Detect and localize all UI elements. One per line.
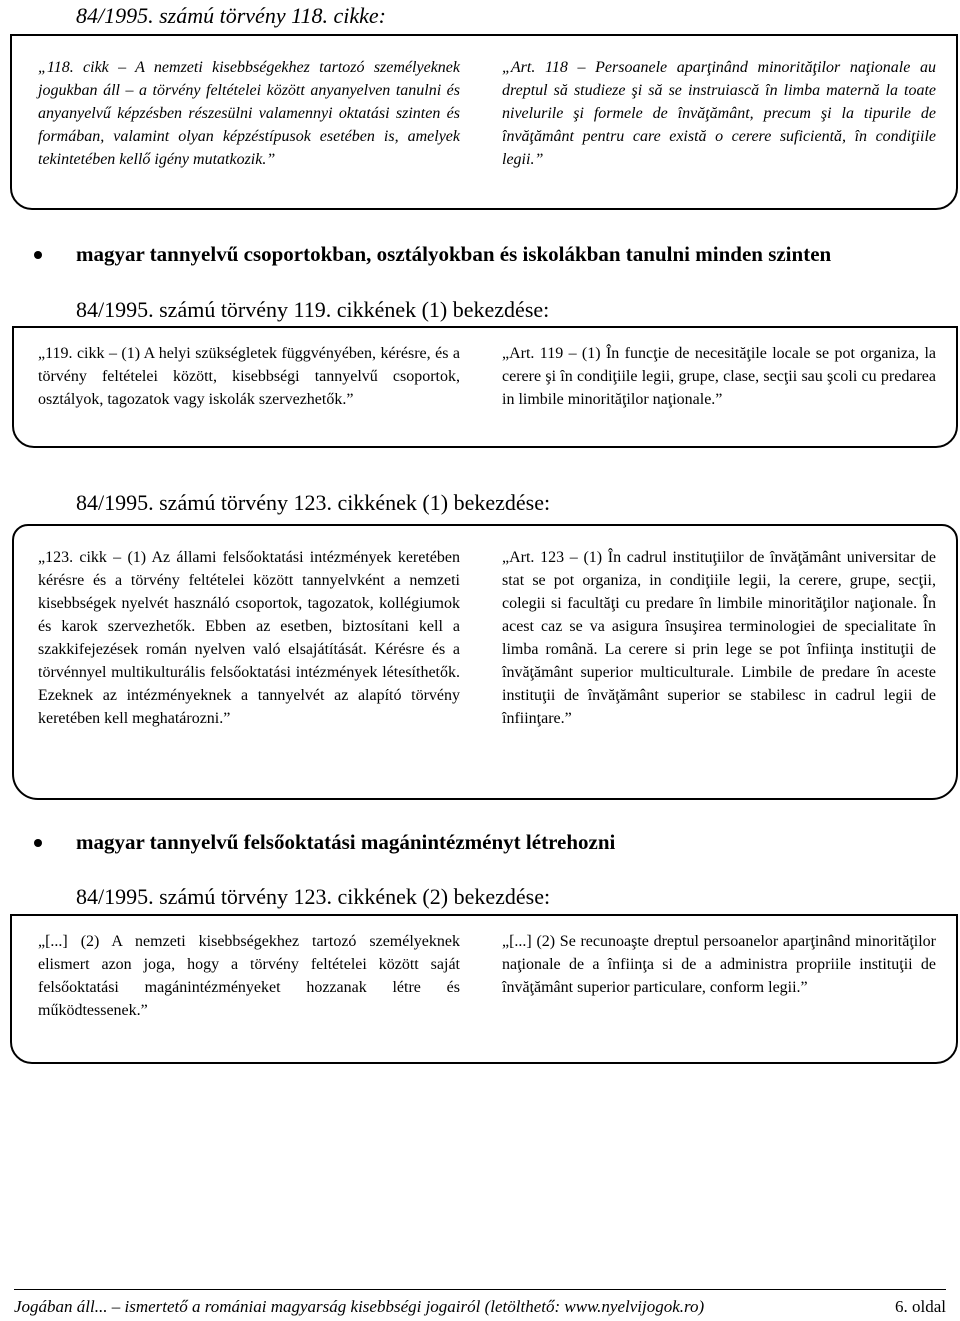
- section-119-ro-text: „Art. 119 – (1) În funcţie de necesităţile locale se pot organiza, la cerere şi în condiţiile legii, grupe, clase, secţii sau şcoli cu predarea in limbile minorităţilor naţionale.”: [502, 345, 936, 408]
- section-123-1-heading: 84/1995. számú törvény 123. cikkének (1) bekezdése:: [76, 490, 551, 515]
- bullet-item-1: [34, 242, 944, 270]
- section-118-ro-text: „Art. 118 – Persoanele aparţinând minorităţilor naţionale au dreptul să studieze şi să se instruiască în limba maternă la toate nivelurile şi formele de învăţământ, precum şi la tipurile de învăţământ pentru care există o cerere suficientă, în condiţiile legii.”: [502, 59, 936, 168]
- section-123-1-hu-text: „123. cikk – (1) Az állami felsőoktatási intézmények keretében kérésre és a törvény feltételei között tannyelvként a nemzeti kisebbségek nyelvét használó csoportok, tagozatok, kollégiumok és karok szervezhetők. Ebben az esetben, biztosítani kell a szakkifejezések román nyelven való elsajátítását. Kérésre és a törvénnyel multikulturális felsőoktatási intézmények létesíthetők. Ezeknek az intézményeknek a tannyelvét az alapító törvény keretében kell meghatározni.”: [38, 549, 460, 727]
- bullet-item-2: [34, 830, 944, 858]
- section-123-2-ro-text: „[...] (2) Se recunoaşte dreptul persoanelor aparţinând minorităţilor naţionale de a înfiinţa si de a administra propriile instituţii de învăţământ superior particulare, conform legii.”: [502, 933, 936, 996]
- section-118-heading: 84/1995. számú törvény 118. cikke:: [76, 3, 386, 28]
- footer-divider: [14, 1289, 946, 1290]
- section-119-heading: 84/1995. számú törvény 119. cikkének (1) bekezdése:: [76, 297, 550, 322]
- bullet-dot-icon: [34, 839, 42, 847]
- section-123-2-hu-text: „[...] (2) A nemzeti kisebbségekhez tartozó személyeknek elismert azon joga, hogy a törvény feltételei között saját felsőoktatási magánintézményeket hozzanak létre és működtessenek.”: [38, 933, 460, 1019]
- bullet-dot-icon: [34, 251, 42, 259]
- footer-text: Jogában áll... – ismertető a romániai magyarság kisebbségi jogairól (letölthető: www.nyelvijogok.ro): [14, 1297, 705, 1316]
- bullet-item-1-text: magyar tannyelvű csoportokban, osztályokban és iskolákban tanulni minden szinten: [76, 242, 832, 266]
- bullet-item-2-text: magyar tannyelvű felsőoktatási magánintézményt létrehozni: [76, 830, 616, 854]
- section-119-hu-text: „119. cikk – (1) A helyi szükségletek függvényében, kérésre, és a törvény feltételei között, kisebbségi tannyelvű csoportok, osztályok, tagozatok vagy iskolák szervezhetők.”: [38, 345, 460, 408]
- page-number: 6. oldal: [895, 1297, 946, 1316]
- section-123-2-heading: 84/1995. számú törvény 123. cikkének (2) bekezdése:: [76, 884, 551, 909]
- footer: [14, 1296, 946, 1318]
- section-123-1-ro-text: „Art. 123 – (1) În cadrul instituţiilor de învăţământ universitar de stat se pot organiza, in condiţiile legii, la cerere, grupe, secţii, colegii si facultăţi cu predare în limbile minorităţilor naţionale. În acest caz se va asigura însuşirea terminologiei de specialitate în limba română. La cerere si prin lege se pot înfiinţa instituţii de învăţământ superior multiculturale. Limbile de predare în aceste instituţii de învăţământ superior se stabilesc in cadrul legii de înfiinţare.”: [502, 549, 936, 727]
- section-118-hu-text: „118. cikk – A nemzeti kisebbségekhez tartozó személyeknek jogukban áll – a törvény feltételei között anyanyelven tanulni és anyanyelvű képzésben részesülni valamennyi oktatási szinten és formában, valamint olyan képzéstípusok esetében is, amelyek tekintetében kellő igény mutatkozik.”: [38, 59, 460, 168]
